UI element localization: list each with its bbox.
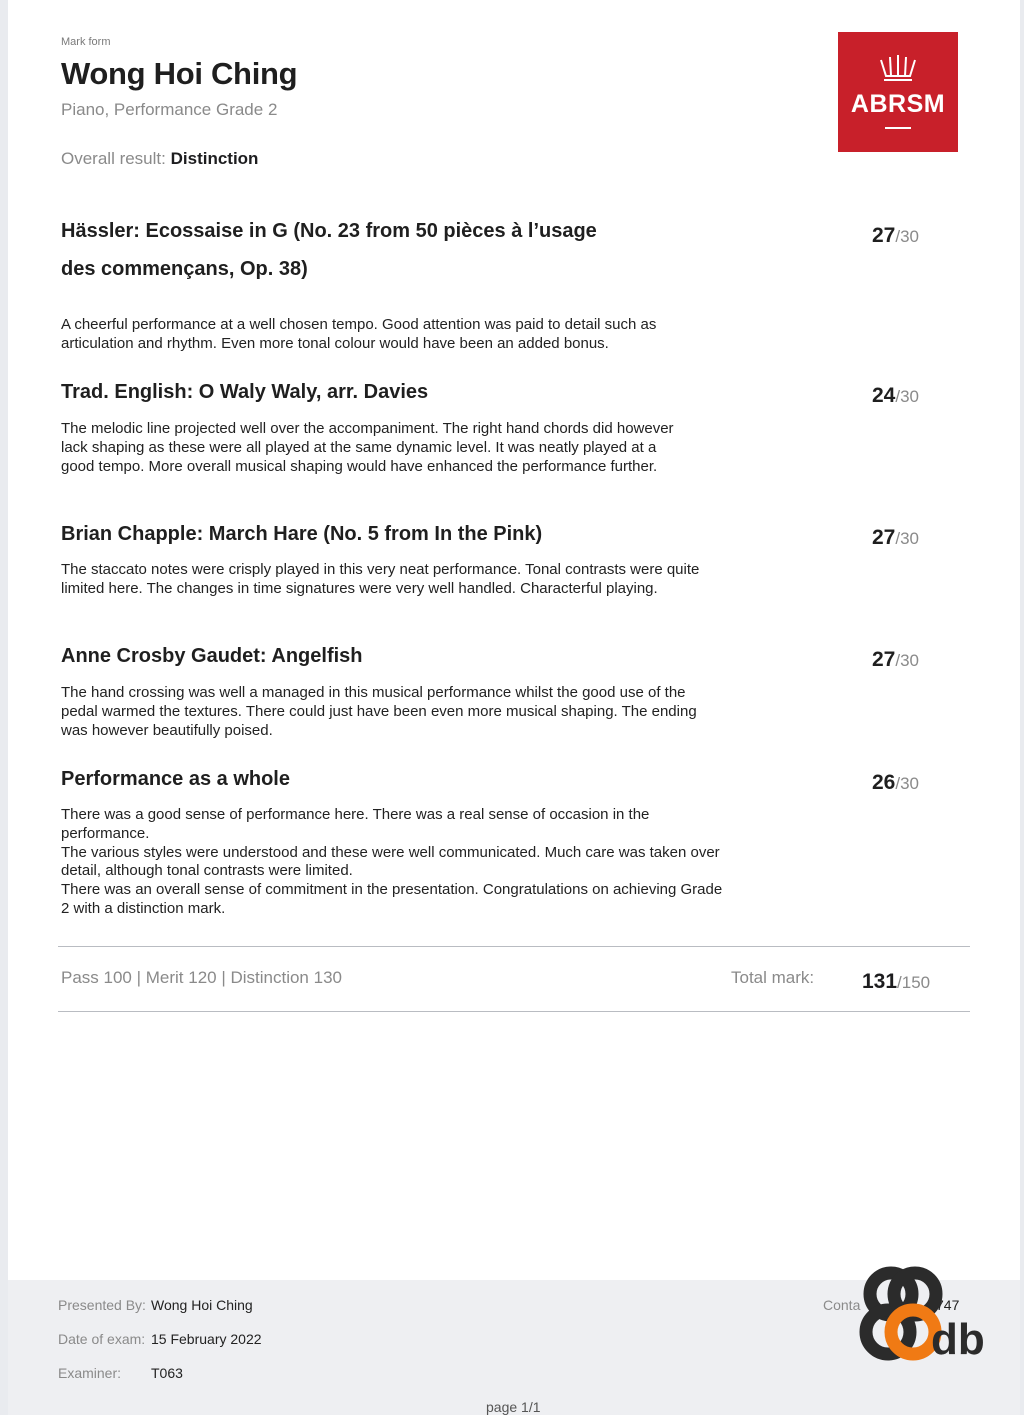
overall-result-value: Distinction [170, 149, 259, 168]
candidate-name: Wong Hoi Ching [61, 56, 298, 91]
watermark-text: db [931, 1315, 985, 1364]
infinity-eight-logo-icon [855, 1264, 990, 1364]
piece-comment-4 [61, 684, 721, 740]
piece-outof-2: /30 [895, 387, 919, 406]
abrsm-logo [838, 32, 958, 152]
form-kicker: Mark form [61, 36, 111, 48]
piece-outof-4: /30 [895, 651, 919, 670]
piece-score-4 [872, 648, 919, 672]
exam-subtitle: Piano, Performance Grade 2 [61, 100, 278, 119]
summary-top-rule [58, 946, 970, 947]
piece-outof-5: /30 [895, 774, 919, 793]
comment-paragraph: The staccato notes were crisply played in this very neat performance. Tonal contrasts were quite limited here. The changes in time signatures were very well handled. Characterful playing. [61, 561, 700, 597]
piece-title-4: Anne Crosby Gaudet: Angelfish [61, 645, 363, 667]
piece-title-3: Brian Chapple: March Hare (No. 5 from In the Pink) [61, 523, 543, 545]
piece-mark-2: 24 [872, 384, 896, 407]
crown-icon [878, 54, 918, 82]
piece-outof-1: /30 [895, 227, 919, 246]
overall-result [61, 149, 258, 169]
contact-tail: 747 [936, 1297, 960, 1313]
examiner-label: Examiner: [58, 1365, 122, 1381]
comment-paragraph: There was an overall sense of commitment in the presentation. Congratulations on achieving Grade 2 with a distinction mark. [61, 881, 723, 917]
examiner-value: T063 [151, 1365, 183, 1381]
logo-bar [885, 127, 911, 129]
summary-bottom-rule [58, 1011, 970, 1012]
piece-score-3 [872, 526, 919, 550]
logo-text: ABRSM [850, 90, 946, 118]
exam-date-value: 15 February 2022 [151, 1331, 262, 1347]
piece-mark-3: 27 [872, 526, 896, 549]
overall-result-label: Overall result: [61, 149, 166, 168]
page-number: page 1/1 [486, 1399, 541, 1415]
piece-title-2: Trad. English: O Waly Waly, arr. Davies [61, 381, 429, 403]
comment-paragraph: The various styles were understood and these were well communicated. Much care was taken over detail, although tonal contrasts were limited. [61, 843, 720, 880]
comment-paragraph: The hand crossing was well a managed in this musical performance whilst the good use of the pedal warmed the textures. There could just have been even more musical shaping. The ending was however beautifully poised. [61, 684, 697, 739]
piece-comment-1 [61, 316, 731, 354]
piece-mark-4: 27 [872, 648, 896, 671]
piece-comment-3 [61, 561, 711, 599]
mark-form-page [8, 0, 1020, 1280]
piece-title-5: Performance as a whole [61, 768, 290, 790]
total-mark-value: 131 [862, 970, 898, 993]
contact-partial: Conta [823, 1297, 861, 1313]
piece-score-5 [872, 771, 919, 795]
piece-mark-5: 26 [872, 771, 896, 794]
comment-paragraph: The melodic line projected well over the accompaniment. The right hand chords did however lack shaping as these were all played at the same dynamic level. It was neatly played at a good tempo. More overall musical shaping would have enhanced the performance further. [61, 420, 674, 475]
piece-comment-5 [61, 806, 731, 919]
comment-paragraph: A cheerful performance at a well chosen tempo. Good attention was paid to detail such as articulation and rhythm. Even more tonal colour would have been an added bonus. [61, 316, 657, 352]
presented-by-value: Wong Hoi Ching [151, 1297, 253, 1313]
exam-date-label: Date of exam: [58, 1331, 146, 1347]
presented-by-label: Presented By: [58, 1297, 146, 1313]
total-mark [862, 970, 930, 994]
piece-score-2 [872, 384, 919, 408]
grade-thresholds: Pass 100 | Merit 120 | Distinction 130 [61, 968, 342, 987]
piece-score-1 [872, 224, 919, 248]
piece-title-1: Hässler: Ecossaise in G (No. 23 from 50 pièces à l’usage des commençans, Op. 38) [61, 220, 597, 280]
total-mark-outof: /150 [897, 973, 931, 992]
piece-outof-3: /30 [895, 529, 919, 548]
total-mark-label: Total mark: [731, 968, 815, 987]
comment-paragraph: There was a good sense of performance here. There was a real sense of occasion in the performance. [61, 806, 650, 842]
piece-comment-2 [61, 420, 681, 476]
piece-mark-1: 27 [872, 224, 896, 247]
